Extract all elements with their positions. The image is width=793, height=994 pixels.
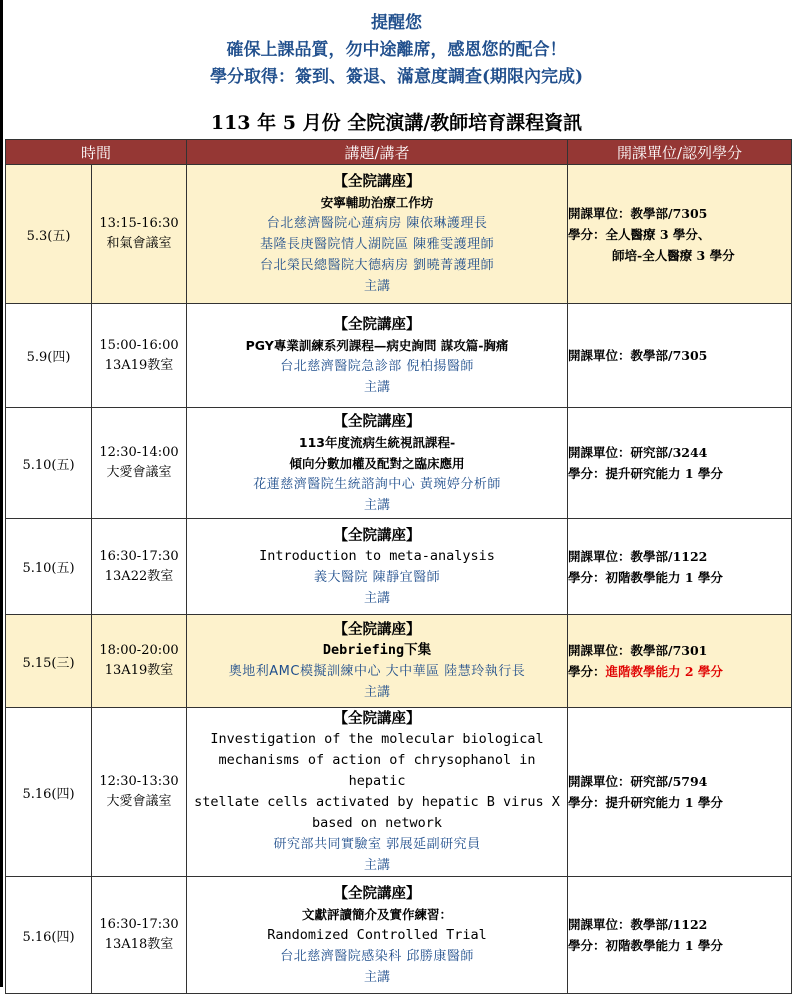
table-row — [6, 519, 792, 615]
row-title-line: stellate cells activated by hepatic B virus X — [194, 794, 560, 810]
row-tag: 【全院講座】 — [333, 884, 421, 902]
row-credit: 學分：初階教學能力 1 學分 — [568, 938, 723, 953]
left-border-bar — [0, 0, 3, 987]
row-unit-code: 開課單位：教學部/7305 — [568, 348, 708, 363]
row-title-line2: 傾向分數加權及配對之臨床應用 — [289, 455, 465, 471]
row-time-room — [92, 408, 187, 519]
row-unit — [568, 615, 792, 708]
row-tag: 【全院講座】 — [333, 173, 421, 190]
row-credit: 學分：全人醫療 3 學分、 — [568, 226, 711, 242]
row-date: 5.9(四) — [6, 304, 92, 408]
row-time-room — [92, 615, 187, 708]
row-speaker: 台北慈濟醫院急診部 倪柏揚醫師 — [280, 358, 474, 374]
table-row — [6, 304, 792, 408]
row-speaker: 奧地利AMC模擬訓練中心 大中華區 陸慧玲執行長 — [228, 664, 526, 679]
row-unit — [568, 877, 792, 994]
row-room: 13A19教室 — [104, 357, 174, 373]
row-time: 18:00-20:00 — [99, 643, 179, 658]
row-topic — [187, 408, 568, 519]
page-title: 113 年 5 月份 全院演講/教師培育課程資訊 — [210, 112, 583, 134]
row-role: 主講 — [364, 858, 391, 873]
row-title: Introduction to meta-analysis — [259, 547, 495, 564]
row-unit-code: 開課單位：研究部/3244 — [568, 445, 708, 460]
row-tag: 【全院講座】 — [333, 315, 421, 333]
row-tag: 【全院講座】 — [333, 710, 421, 727]
row-time-room — [92, 304, 187, 408]
row-speaker: 台北榮民總醫院大德病房 劉曉菁護理師 — [259, 258, 495, 273]
row-credit: 學分：提升研究能力 1 學分 — [568, 466, 723, 481]
row-time: 15:00-16:00 — [99, 337, 179, 353]
row-room: 大愛會議室 — [106, 465, 172, 480]
row-title-en: Randomized Controlled Trial — [267, 926, 487, 943]
row-role: 主講 — [364, 685, 391, 700]
row-date: 5.10(五) — [6, 408, 92, 519]
row-speaker: 台北慈濟醫院感染科 邱勝康醫師 — [280, 948, 474, 964]
row-topic — [187, 615, 568, 708]
row-tag: 【全院講座】 — [333, 526, 421, 544]
row-room: 和氣會議室 — [106, 236, 172, 251]
row-speaker: 基隆長庚醫院情人湖院區 陳雅雯護理師 — [259, 237, 495, 252]
row-room: 大愛會議室 — [106, 794, 172, 809]
row-time: 16:30-17:30 — [99, 548, 179, 564]
row-time-room — [92, 165, 187, 304]
row-title-line: based on network — [311, 815, 443, 831]
course-schedule-table — [5, 139, 792, 994]
row-topic — [187, 877, 568, 994]
row-topic — [187, 708, 568, 877]
row-role: 主講 — [364, 497, 391, 513]
row-role: 主講 — [364, 379, 391, 395]
row-credit — [568, 661, 791, 682]
row-credit: 學分：初階教學能力 1 學分 — [568, 569, 723, 585]
row-title-line: Investigation of the molecular biological — [210, 731, 544, 747]
header-topic: 講題/講者 — [187, 140, 568, 165]
table-row — [6, 877, 792, 994]
row-unit-code: 開課單位：研究部/5794 — [568, 774, 708, 789]
row-tag: 【全院講座】 — [333, 621, 421, 638]
notice-line-credit: 學分取得：簽到、簽退、滿意度調查(期限內完成) — [209, 67, 584, 87]
row-room: 13A22教室 — [104, 568, 174, 584]
row-speaker: 花蓮慈濟醫院生統諮詢中心 黃琬婷分析師 — [253, 476, 501, 492]
row-time-room — [92, 708, 187, 877]
row-date: 5.16(四) — [6, 708, 92, 877]
row-role: 主講 — [364, 279, 391, 294]
row-unit-code: 開課單位：教學部/7305 — [568, 205, 708, 221]
row-date: 5.10(五) — [6, 519, 92, 615]
row-time-room — [92, 877, 187, 994]
header-unit: 開課單位/認列學分 — [568, 140, 792, 165]
row-speaker: 研究部共同實驗室 郭展延副研究員 — [273, 837, 481, 852]
notice-line-attendance: 確保上課品質，勿中途離席，感恩您的配合！ — [226, 40, 567, 60]
row-speaker: 義大醫院 陳靜宜醫師 — [313, 569, 441, 585]
row-credit: 學分：提升研究能力 1 學分 — [568, 795, 723, 810]
row-time: 13:15-16:30 — [99, 216, 179, 231]
row-time-room — [92, 519, 187, 615]
row-title: Debriefing下集 — [322, 642, 432, 658]
row-credit-extra: 師培-全人醫療 3 學分 — [612, 247, 735, 263]
row-title: PGY專業訓練系列課程—病史詢問 謀攻篇-胸痛 — [245, 337, 509, 353]
row-unit — [568, 408, 792, 519]
row-role: 主講 — [364, 590, 391, 606]
row-topic — [187, 304, 568, 408]
row-unit — [568, 708, 792, 877]
row-unit — [568, 519, 792, 615]
row-unit-code: 開課單位：教學部/7301 — [568, 643, 708, 658]
row-credit-label: 學分： — [568, 664, 606, 679]
row-room: 13A18教室 — [104, 937, 174, 952]
row-title: 113年度流病生統視訊課程- — [298, 434, 456, 450]
table-row — [6, 708, 792, 877]
header-time: 時間 — [6, 140, 187, 165]
notice-heading: 提醒您 — [371, 13, 422, 33]
row-unit — [568, 304, 792, 408]
row-unit — [568, 165, 792, 304]
table-row — [6, 165, 792, 304]
table-header-row — [6, 140, 792, 165]
row-room: 13A19教室 — [104, 663, 174, 678]
row-title: 文獻評讀簡介及實作練習： — [302, 906, 453, 922]
row-unit-code: 開課單位：教學部/1122 — [568, 548, 708, 564]
row-tag: 【全院講座】 — [333, 412, 421, 430]
row-unit-code: 開課單位：教學部/1122 — [568, 917, 708, 932]
row-date: 5.16(四) — [6, 877, 92, 994]
row-speaker: 台北慈濟醫院心蓮病房 陳依琳護理長 — [266, 216, 488, 231]
row-topic — [187, 165, 568, 304]
row-title-line: mechanisms of action of chrysophanol in hepatic — [218, 752, 536, 789]
row-credit-highlight: 進階教學能力 2 學分 — [605, 664, 723, 679]
row-date: 5.3(五) — [6, 165, 92, 304]
row-date: 5.15(三) — [6, 615, 92, 708]
row-topic — [187, 519, 568, 615]
row-time: 16:30-17:30 — [99, 917, 179, 932]
row-time: 12:30-13:30 — [99, 774, 179, 789]
table-row — [6, 615, 792, 708]
row-time: 12:30-14:00 — [99, 445, 179, 460]
row-role: 主講 — [364, 969, 391, 985]
table-row — [6, 408, 792, 519]
row-title: 安寧輔助治療工作坊 — [320, 195, 434, 210]
